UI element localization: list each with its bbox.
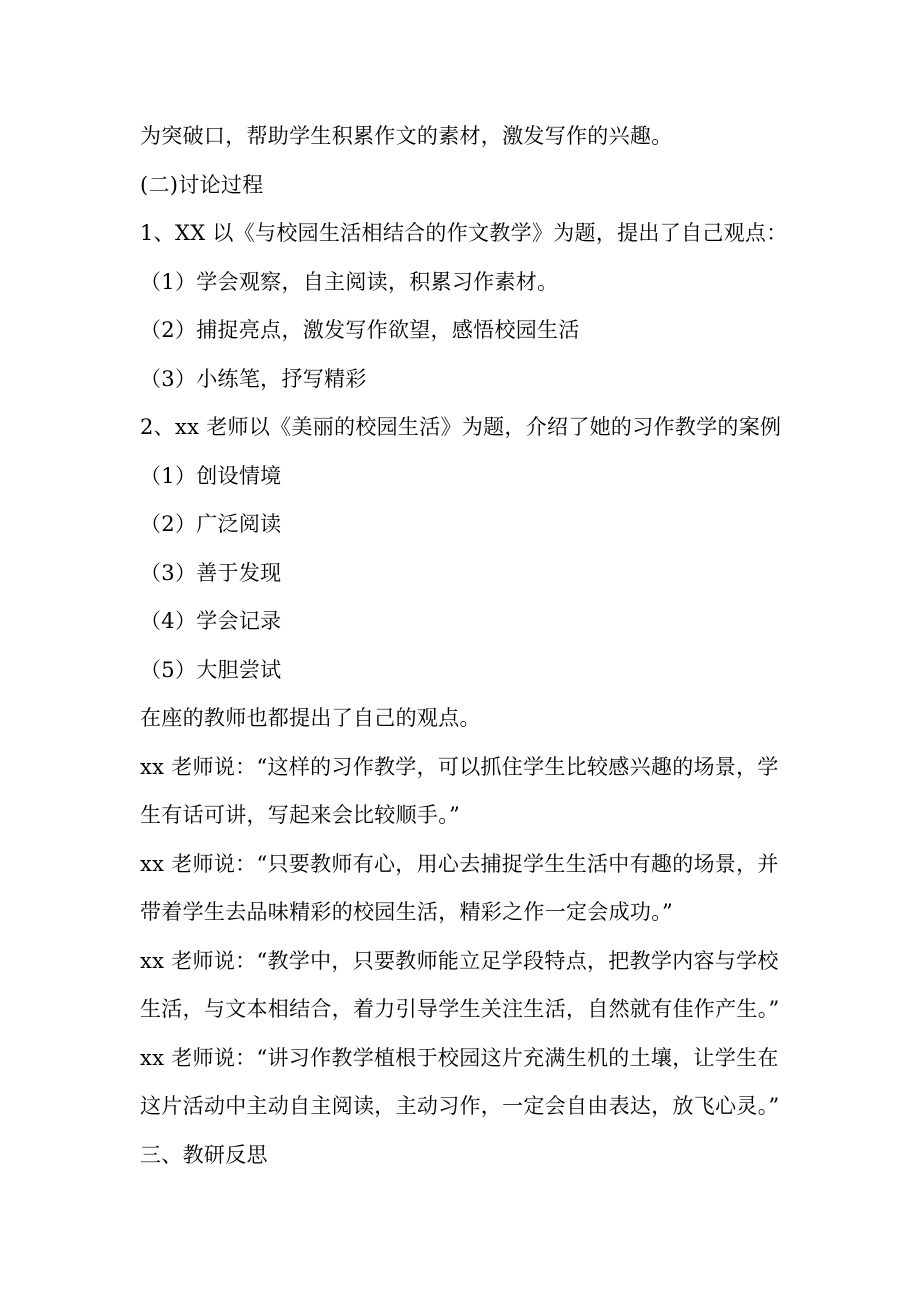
quote-line: 带着学生去品味精彩的校园生活，精彩之作一定会成功。” xyxy=(140,900,674,924)
section-heading-discussion: (二)讨论过程 xyxy=(140,172,264,197)
list-item: （2）广泛阅读 xyxy=(140,512,282,536)
quote-line: xx 老师说：“这样的习作教学，可以抓住学生比较感兴趣的场景，学 xyxy=(140,754,779,779)
text-line-1: 为突破口，帮助学生积累作文的素材，激发写作的兴趣。 xyxy=(140,124,673,148)
text-line-13: 在座的教师也都提出了自己的观点。 xyxy=(140,706,481,730)
list-item: （4）学会记录 xyxy=(140,609,282,633)
list-item: （1）学会观察，自主阅读，积累习作素材。 xyxy=(140,269,559,294)
text-line-7: 2、xx 老师以《美丽的校园生活》为题，介绍了她的习作教学的案例 xyxy=(140,415,782,439)
list-item: （2）捕捉亮点，激发写作欲望，感悟校园生活 xyxy=(140,318,580,342)
quote-line: xx 老师说：“讲习作教学植根于校园这片充满生机的土壤，让学生在 xyxy=(140,1045,779,1070)
text-line-3: 1、XX 以《与校园生活相结合的作文教学》为题，提出了自己观点： xyxy=(140,221,788,245)
list-item: （5）大胆尝试 xyxy=(140,657,282,682)
document-page xyxy=(140,112,790,1179)
list-item: （1）创设情境 xyxy=(140,463,282,488)
quote-line: 这片活动中主动自主阅读，主动习作，一定会自由表达，放飞心灵。” xyxy=(140,1094,780,1118)
list-item: （3）小练笔，抒写精彩 xyxy=(140,366,367,391)
quote-line: xx 老师说：“只要教师有心，用心去捕捉学生生活中有趣的场景，并 xyxy=(140,851,779,876)
list-item: （3）善于发现 xyxy=(140,560,282,585)
section-heading-reflection: 三、教研反思 xyxy=(140,1142,268,1167)
quote-line: 生活，与文本相结合，着力引导学生关注生活，自然就有佳作产生。” xyxy=(140,997,780,1021)
quote-line: xx 老师说：“教学中，只要教师能立足学段特点，把教学内容与学校 xyxy=(140,948,779,973)
quote-line: 生有话可讲，写起来会比较顺手。” xyxy=(140,803,461,827)
